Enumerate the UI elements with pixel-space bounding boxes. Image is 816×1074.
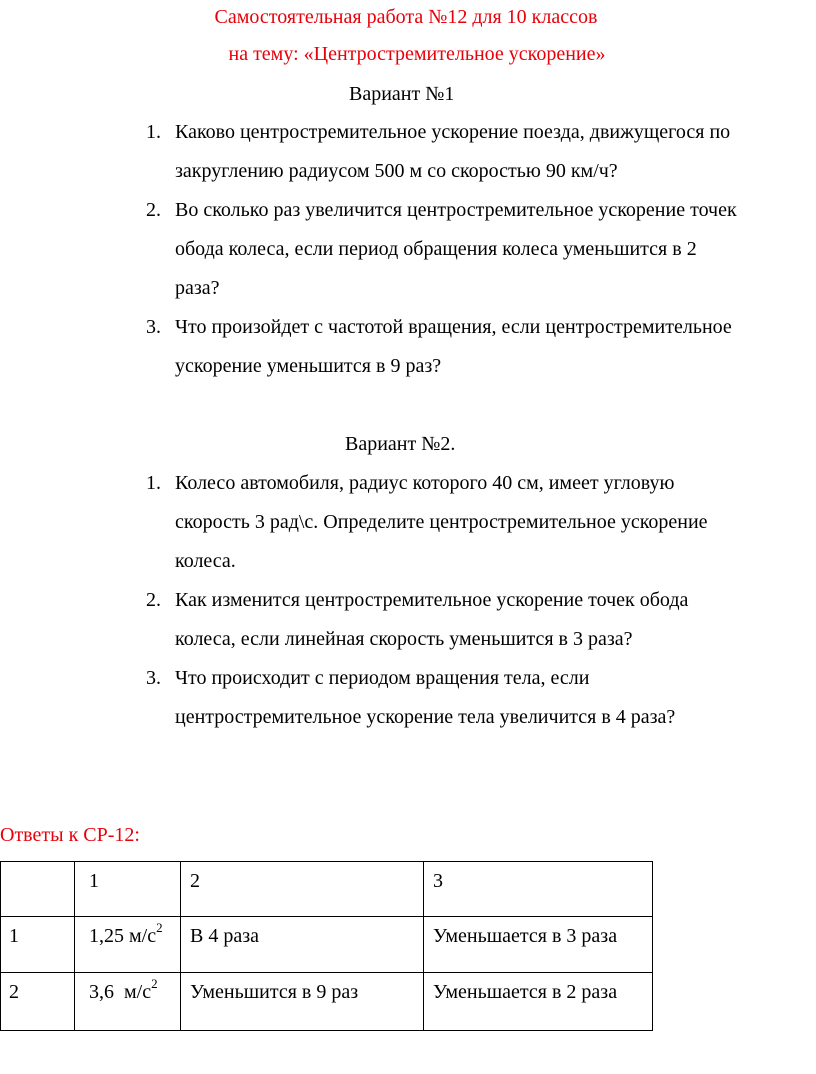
question-text-line: раза? [175,277,220,299]
question-text-line: обода колеса, если период обращения колеса уменьшится в 2 [175,238,697,260]
question-number: 2. [146,199,161,221]
table-cell-answer-1 [75,917,181,973]
question-text-line: Что произойдет с частотой вращения, если центростремительное [175,316,732,338]
question-number: 2. [146,589,161,611]
answer-value: 3,6 м/с [89,981,152,1003]
title-line-1: Самостоятельная работа №12 для 10 классов [214,6,598,28]
table-header-cell: 2 [181,862,424,917]
table-header-cell: 3 [424,862,653,917]
table-cell-variant: 1 [1,917,75,973]
variant-1-heading: Вариант №1 [349,83,455,105]
question-text-line: колеса. [175,550,236,572]
question-text-line: скорость 3 рад\с. Определите центростремительное ускорение [175,511,708,533]
answer-value: 1,25 м/с [89,925,157,947]
answers-table [0,861,653,1031]
table-row [1,973,653,1031]
table-cell-variant: 2 [1,973,75,1031]
title-line-2: на тему: «Центростремительное ускорение» [228,43,606,65]
question-text-line: ускорение уменьшится в 9 раз? [175,355,442,377]
question-text-line: Как изменится центростремительное ускорение точек обода [175,589,689,611]
question-text-line: Во сколько раз увеличится центростремительное ускорение точек [175,199,737,221]
table-row [1,917,653,973]
table-cell-answer-3: Уменьшается в 3 раза [424,917,653,973]
answer-exponent: 2 [156,920,163,936]
table-header-cell: 1 [75,862,181,917]
table-cell-answer-2: Уменьшится в 9 раз [181,973,424,1031]
table-header-cell [1,862,75,917]
table-cell-answer-2: В 4 раза [181,917,424,973]
answers-heading: Ответы к СР-12: [0,824,140,846]
table-cell-answer-1 [75,973,181,1031]
question-number: 3. [146,667,161,689]
question-text-line: Колесо автомобиля, радиус которого 40 см, имеет угловую [175,472,675,494]
question-number: 1. [146,121,161,143]
question-text-line: колеса, если линейная скорость уменьшится в 3 раза? [175,628,633,650]
question-text-line: закруглению радиусом 500 м со скоростью 90 км/ч? [175,160,618,182]
question-number: 1. [146,472,161,494]
answer-exponent: 2 [151,976,158,992]
table-cell-answer-3: Уменьшается в 2 раза [424,973,653,1031]
table-header-row [1,862,653,917]
question-number: 3. [146,316,161,338]
question-text-line: Каково центростремительное ускорение поезда, движущегося по [175,121,731,143]
question-text-line: Что происходит с периодом вращения тела, если [175,667,590,689]
variant-2-heading: Вариант №2. [345,433,456,455]
question-text-line: центростремительное ускорение тела увеличится в 4 раза? [175,706,676,728]
